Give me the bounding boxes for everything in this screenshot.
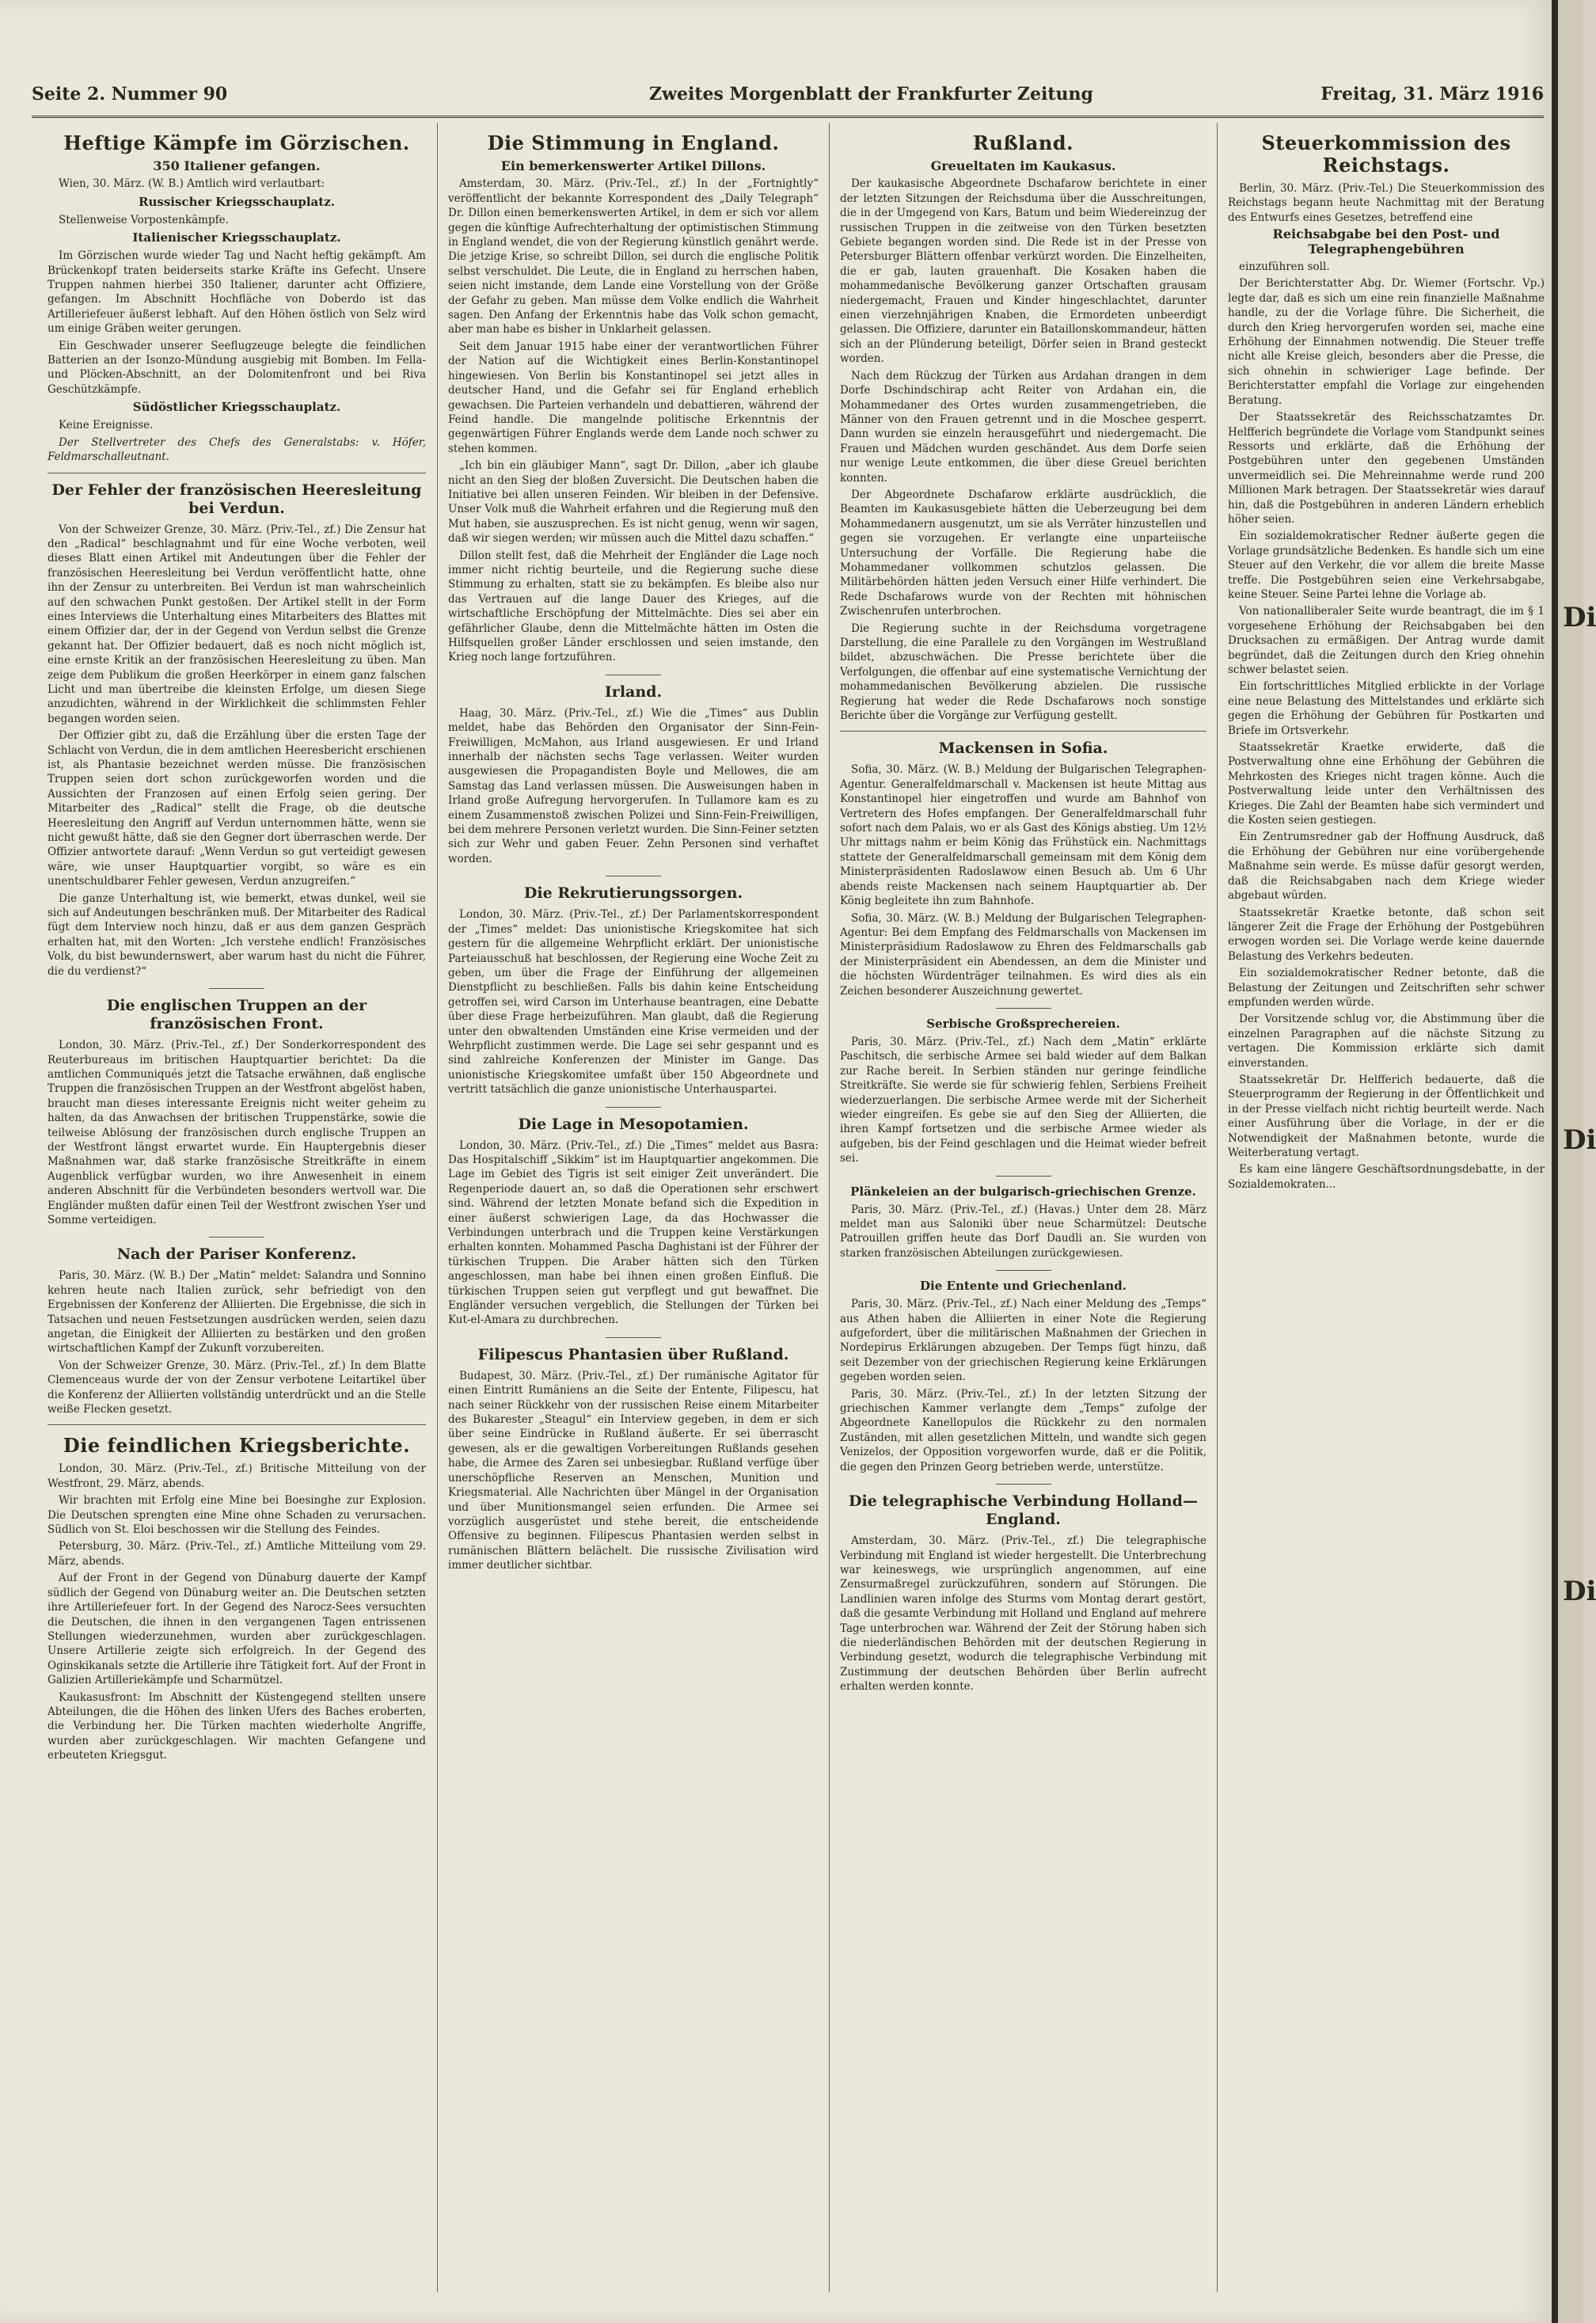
article-headline: Nach der Pariser Konferenz. — [116, 1245, 357, 1264]
article-headline: Die Stimmung in England. — [487, 131, 780, 154]
article-text: Es kam eine längere Geschäftsordnungsdebatte, in der Sozialdemokraten... — [1228, 1163, 1545, 1191]
article-text: Der Vorsitzende schlug vor, die Abstimmung über die einzelnen Paragraphen auf die nächste Sitzung zu vertagen. Die Kommission erklärte sich damit einverstanden. — [1228, 1013, 1545, 1070]
column-rule — [1217, 123, 1218, 2292]
article-text: einzuführen soll. — [1239, 260, 1330, 274]
article-text: Staatssekretär Dr. Helfferich bedauerte, daß die Steuerprogramm der Regierung in der Öffentlichkeit und in der Presse vielfach nicht richtig beurteilt werde. Nach einer Ausführung über die Vorlage, in der er die Notwendigkeit der Maßnahmen betonte, wurde die Weiterberatung vertagt. — [1228, 1073, 1545, 1159]
article-divider — [48, 1424, 426, 1425]
article-text: Paris, 30. März. (Priv.-Tel., zf.) Nach dem „Matin“ erklärte Paschitsch, die serbische Armee sei bald wieder auf dem Balkan zur Rache bereit. In Serbien ständen nur geringe feindliche Streitkräfte. Sie werde sie für schwierig fehlen, Serbiens Freiheit wiederzuerlangen. Die serbische Armee werde mit der Sicherheit wieder eingreifen. Es gebe sie auf den Sieg der Alliierten, die ihren Kampf fortsetzen und die serbische Armee wieder als aufgeben, bis der Feind geschlagen und die Heimat wieder befreit sei. — [840, 1035, 1206, 1165]
article-text: Staatssekretär Kraetke erwiderte, daß die Postverwaltung ohne eine Erhöhung der Gebühren die Mehrkosten des Krieges nicht tragen könne. Auch die Postverwaltung leide unter den Verhältnissen des Krieges. Die Zahl der Beamten habe sich vermindert und die Kosten seien gestiegen. — [1228, 741, 1545, 827]
article-headline: Mackensen in Sofia. — [938, 739, 1108, 758]
article-text: Sofia, 30. März. (W. B.) Meldung der Bulgarischen Telegraphen-Agentur. Generalfeldmarschall v. Mackensen ist heute Mittag aus Konstantinopel hier eingetroffen und wurde am Bahnhof von Vertretern des Hofes empfangen. Der Generalfeldmarschall fuhr sofort nach dem Palais, wo er als Gast des Königs abstieg. Um 12½ Uhr mittags nahm er beim König das Frühstück ein. Nachmittags stattete der Generalfeldmarschall gemeinsam mit dem König dem Ministerpräsidenten Radoslawow einen Besuch ab. Um 6 Uhr abends reiste Mackensen nach seinem Hauptquartier ab. Der König begleitete ihn zum Bahnhofe. — [840, 763, 1206, 908]
facing-page-fragment: Di — [1563, 602, 1596, 633]
article-headline: Die Rekrutierungssorgen. — [523, 884, 743, 903]
article-text: Nach dem Rückzug der Türken aus Ardahan drangen in dem Dorfe Dschindschirap acht Reiter von Ardahan ein, die Mohammedaner des Ortes wurden zusammengetrieben, die Männer von den Frauen getrennt und in die Moschee gesperrt. Dann wurden sie einzeln herausgeführt und niedergemacht. Die Frauen und Mädchen wurden geschändet. Aus dem Dorfe seien nur wenige Leute entkommen, die über diese Greuel berichten konnten. — [840, 369, 1206, 485]
facing-page-fragment: Di — [1563, 1576, 1596, 1607]
article-divider — [606, 1107, 661, 1108]
article-headline: Die englischen Truppen an der französischen Front. — [106, 997, 367, 1033]
article-divider — [606, 1337, 661, 1338]
article-text: Amsterdam, 30. März. (Priv.-Tel., zf.) In der „Fortnightly“ veröffentlicht der bekannte Korrespondent des „Daily Telegraph“ Dr. Dillon einen bemerkenswerten Artikel, in dem er sich vor allem gegen die künftige Aufrechterhaltung der optimistischen Stimmung in England wendet, die von der Regierung künstlich genährt werde. Die jetzige Krise, so schreibt Dillon, sei durch die englische Politik selbst verschuldet. Die Leute, die in England zu herrschen haben, seien nicht imstande, dem Lande eine Vorstellung von der Größe der Gefahr zu geben. Man müsse dem Volke endlich die Wahrheit sagen. Den Anfang der Erkenntnis habe das Volk schon gemacht, aber man habe es bisher in Unklarheit gelassen. — [448, 177, 819, 336]
article-text: Der Staatssekretär des Reichsschatzamtes Dr. Helfferich begründete die Vorlage vom Standpunkt seines Ressorts und erklärte, daß die Erhöhung der Postgebühren unter den gegebenen Umständen unvermeidlich sei. Die Mehreinnahme werde rund 200 Millionen Mark betragen. Der Staatssekretär wies darauf hin, daß die Postgebühren in anderen Ländern erheblich höher seien. — [1228, 411, 1545, 526]
article-text: Keine Ereignisse. — [59, 419, 154, 432]
article-divider — [996, 1008, 1051, 1009]
article-text: London, 30. März. (Priv.-Tel., zf.) Der Parlamentskorrespondent der „Times“ meldet: Das unionistische Kriegskomitee hat sich gestern für die allgemeine Wehrpflicht erklärt. Der unionistische Parteiausschuß hat beschlossen, der Regierung eine Woche Zeit zu geben, um über die Frage der Einführung der allgemeinen Dienstpflicht zu beschließen. Falls bis dahin keine Entscheidung getroffen sei, wird Carson im Unterhause beantragen, eine Debatte über diese Frage herbeizuführen. Man glaubt, daß die Regierung unter den obwaltenden Umständen eine Krise vermeiden und der Wehrpflicht zustimmen werde. Die Lage sei sehr gespannt und es sind zahlreiche Konferenzen der Minister im Gange. Das unionistische Kriegskomitee umfaßt über 150 Abgeordnete und vertritt tatsächlich die ganze unionistische Unterhauspartei. — [448, 908, 819, 1097]
issue-date: Freitag, 31. März 1916 — [1320, 84, 1544, 105]
article-headline: Die feindlichen Kriegsberichte. — [63, 1434, 411, 1458]
section-heading: Italienischer Kriegsschauplatz. — [132, 230, 341, 245]
article-text: Amsterdam, 30. März. (Priv.-Tel., zf.) Die telegraphische Verbindung mit England ist wieder hergestellt. Die Unterbrechung war keineswegs, wie ursprünglich angenommen, auf eine Zensurmaßregel zurückzuführen, sondern auf Störungen. Die Landlinien waren infolge des Sturms vom Montag derart gestört, daß die gesamte Verbindung mit Holland und England auf mehrere Tage unterbrochen war. Während der Zeit der Störung haben sich die niederländischen Behörden mit der deutschen Regierung in Verbindung gesetzt, wodurch die telegraphische Verbindung mit Zustimmung der deutschen Behörden über Berlin aufrecht erhalten werden konnte. — [840, 1534, 1206, 1694]
article-text: Der Abgeordnete Dschafarow erklärte ausdrücklich, die Beamten im Kaukasusgebiete hätten die Ueberzeugung bei dem Mohammedanern ausgenutzt, um sie als Verräter hinzustellen und gegen sie vorzugehen. Er verlangte eine unparteiische Untersuchung der Vorfälle. Die Regierung habe die Mohammedaner vollkommen schutzlos gelassen. Die Militärbehörden hätten jeden Versuch einer Hilfe verhindert. Die Rede Dschafarows wurde von der Rechten mit höhnischen Zwischenrufen unterbrochen. — [840, 488, 1206, 618]
article-text: Wien, 30. März. (W. B.) Amtlich wird verlautbart: — [59, 177, 325, 191]
facing-page-edge — [1552, 0, 1596, 2323]
article-text: Staatssekretär Kraetke betonte, daß schon seit längerer Zeit die Frage der Erhöhung der Postgebühren erwogen worden sei. Die Vorlage werde keine dauernde Belastung des Verkehrs bedeuten. — [1228, 906, 1545, 963]
article-text: Der kaukasische Abgeordnete Dschafarow berichtete in einer der letzten Sitzungen der Reichsduma über die Ausschreitungen, die in der Umgegend von Kars, Batum und beim Wiedereinzug der russischen Truppen in die zeitweise von den Türken besetzten Gebiete begangen worden sind. Die Rede ist in der Presse von Petersburger Blättern offenbar verkürzt worden. Die Einzelheiten, die er gab, lauten grauenhaft. Die Kosaken haben die mohammedanische Bevölkerung ganzer Ortschaften grausam niedergemacht, Frauen und Kinder hingeschlachtet, darunter einen vierzehnjährigen Knaben, die Ermordeten unbeerdigt gelassen. Die Offiziere, darunter ein Bataillonskommandeur, hätten sich an der Plünderung beteiligt, Dörfer seien in Brand gesteckt worden. — [840, 177, 1206, 366]
article-headline: Plänkeleien an der bulgarisch-griechischen Grenze. — [850, 1184, 1196, 1199]
article-text: Ein fortschrittliches Mitglied erblickte in der Vorlage eine neue Belastung des Mittelstandes und erklärte sich gegen die Erhöhung der Gebühren für Postkarten und Briefe im Ortsverkehr. — [1228, 680, 1545, 737]
column-3 — [840, 123, 1206, 2292]
article-headline: Heftige Kämpfe im Görzischen. — [63, 131, 410, 154]
article-text: Paris, 30. März. (Priv.-Tel., zf.) Nach einer Meldung des „Temps“ aus Athen haben die Alliierten in einer Note die Regierung aufgefordert, über die militärischen Maßnahmen der Griechen in Nordepirus Erklärungen abzugeben. Der Temps fügt hinzu, daß seit Dezember von der griechischen Regierung keine Erklärungen gegeben worden seien. — [840, 1298, 1206, 1384]
article-text: Seit dem Januar 1915 habe einer der verantwortlichen Führer der Nation auf die Wichtigkeit eines Berlin-Konstantinopel hingewiesen. Von Berlin bis Konstantinopel sei jetzt alles in deutscher Hand, und die Gefahr sei für England erheblich gewachsen. Die Parteien verhandeln und debattieren, während der Feind handle. Die mangelnde politische Erkenntnis der gegenwärtigen Führer Englands werde dem Lande noch schwer zu stehen kommen. — [448, 340, 819, 455]
facing-page-fragment: Di — [1563, 1124, 1596, 1156]
article-text: „Ich bin ein gläubiger Mann“, sagt Dr. Dillon, „aber ich glaube nicht an den Sieg der bloßen Zuversicht. Die Deutschen haben die Initiative bei allen unseren Feinden. Wir bleiben in der Defensive. Unser Volk muß die Wahrheit erfahren und die Regierung muß den Mut haben, sie auszusprechen. Es ist nicht genug, wenn wir sagen, daß wir siegen werden; wir müssen auch die Mittel dazu schaffen.“ — [448, 459, 819, 546]
column-rule — [829, 123, 830, 2292]
signature-line: Der Stellvertreter des Chefs des Generalstabs: v. Höfer, Feldmarschalleutnant. — [48, 435, 426, 464]
article-text: Der Offizier gibt zu, daß die Erzählung über die ersten Tage der Schlacht von Verdun, die in dem amtlichen Heeresbericht erschienen ist, als Phantasie bezeichnet werden müsse. Die französischen Truppen seien dort schon zurückgeworfen worden und die Aussichten der Franzosen auf einen Erfolg seien gering. Der Mitarbeiter des „Radical“ stellt die Frage, ob die deutsche Heeresleitung den Angriff auf Verdun unternommen hätte, wenn sie nicht gewußt hätte, daß sie den Gegner dort überraschen werde. Der Offizier antwortete darauf: „Wenn Verdun so gut verteidigt gewesen wäre, wie unser Hauptquartier vorgibt, so wäre es ein unentschuldbarer Fehler gewesen, Verdun anzugreifen.“ — [48, 729, 426, 888]
article-text: London, 30. März. (Priv.-Tel., zf.) Die „Times“ meldet aus Basra: Das Hospitalschiff „Sikkim“ ist im Hauptquartier angekommen. Die Lage im Gebiet des Tigris ist seit einiger Zeit unverändert. Die Regenperiode dauert an, so daß die Operationen sehr erschwert sind. Während der letzten Monate befand sich die Expedition in einer äußerst schwierigen Lage, da das Hochwasser die Verbindungen unterbrach und die Truppen keine Verstärkungen erhalten konnten. Mohammed Pascha Daghistani ist der Führer der türkischen Truppen. Die Araber hätten sich den Türken angeschlossen, man habe bei ihnen einen großen Einfluß. Die türkischen Truppen seien gut verpflegt und gut bewaffnet. Die Engländer versuchen vergeblich, die Stellungen der Türken bei Kut-el-Amara zu durchbrechen. — [448, 1139, 819, 1327]
article-text: Paris, 30. März. (Priv.-Tel., zf.) In der letzten Sitzung der griechischen Kammer verlangte dem „Temps“ zufolge der Abgeordnete Kanellopulos die Rückkehr zu den normalen Zuständen, mit allen gesetzlichen Mitteln, und wandte sich gegen Venizelos, der Opposition vorgeworfen wurde, daß er die Politik, die gegen den Prinzen Georg betrieben werde, unterstütze. — [840, 1387, 1206, 1473]
article-subheadline: 350 Italiener gefangen. — [153, 158, 321, 173]
article-headline: Filipescus Phantasien über Rußland. — [477, 1345, 789, 1363]
article-text: Paris, 30. März. (Priv.-Tel., zf.) (Havas.) Unter dem 28. März meldet man aus Saloniki über neue Scharmützel: Deutsche Patrouillen griffen heute das Dorf Daudli an. Sie wurden von starken französischen Abteilungen zurückgewiesen. — [840, 1203, 1206, 1260]
article-headline: Rußland. — [973, 131, 1074, 154]
article-text: Berlin, 30. März. (Priv.-Tel.) Die Steuerkommission des Reichstags begann heute Nachmittag mit der Beratung des Entwurfs eines Gesetzes, betreffend eine — [1228, 182, 1545, 224]
article-text: Von der Schweizer Grenze, 30. März. (Priv.-Tel., zf.) Die Zensur hat den „Radical“ beschlagnahmt und für eine Woche verboten, weil dieses Blatt einen Artikel mit Andeutungen über die Fehler der französischen Heeresleitung bei Verdun veröffentlicht hatte, ohne ihn der Zensur zu unterbreiten. Bei Verdun ist man wahrscheinlich auf den schwachen Punkt gestoßen. Der Artikel stellt in der Form eines Interviews die Unterhaltung eines Mitarbeiters des Blattes mit einem Offizier dar, der in der Gegend von Verdun selbst die Grenze gekannt hat. Der Offizier bedauert, daß es noch nicht möglich ist, eine ernste Kritik an der französischen Heeresleitung zu üben. Man zeige dem Publikum die großen Heerkörper in einem ganz falschen Licht und man übertreibe die kleinsten Erfolge, um diesen Siege anzudichten, während in der Wirklichkeit die schlimmsten Fehler begangen worden seien. — [48, 523, 426, 725]
article-text: Im Görzischen wurde wieder Tag und Nacht heftig gekämpft. Am Brückenkopf traten beiderseits starke Kräfte ins Gefecht. Unsere Truppen nahmen hierbei 350 Italiener, darunter acht Offiziere, gefangen. Im Abschnitt Hochfläche von Doberdo ist das Artilleriefeuer äußerst lebhaft. Auf den Höhen östlich von Selz wird um einige Gräben weiter gerungen. — [48, 249, 426, 336]
article-text: London, 30. März. (Priv.-Tel., zf.) Der Sonderkorrespondent des Reuterbureaus im britischen Hauptquartier berichtet: Da die amtlichen Communiqués jetzt die Tatsache erwähnen, daß englische Truppen die französischen Truppen an der Westfront abgelöst haben, braucht man dieses interessante Ereignis nicht weiter geheim zu halten, da das Anwachsen der britischen Truppenstärke, sowie die teilweise Ablösung der französischen durch englische Truppen an der Westfront längst erwartet wurde. Ein Hauptergebnis dieser Maßnahmen war, daß starke französische Streitkräfte in einem Augenblick verfügbar wurden, wo ihre Anwesenheit in einem anderen Abschnitt für die Verbündeten besonders wertvoll war. Die Engländer mußten dafür einen Teil der Westfront zwischen Yser und Somme verteidigen. — [48, 1039, 426, 1226]
article-divider — [996, 1270, 1051, 1271]
article-text: Haag, 30. März. (Priv.-Tel., zf.) Wie die „Times“ aus Dublin meldet, habe das Behörden den Organisator der Sinn-Fein-Freiwilligen, McMahon, aus Irland ausgewiesen. Er und Irland innerhalb der nächsten sechs Tage verlassen. Weiter wurden ausgewiesen die Propagandisten Boyle und Mellowes, die am Samstag das Land verlassen müssen. Die Ausweisungen haben in Irland große Aufregung hervorgerufen. In Tullamore kam es zu einem Zusammenstoß zwischen Polizei und Sinn-Fein-Freiwilligen, bei dem mehrere Personen verletzt wurden. Die Sinn-Feiner setzten sich zur Wehr und gaben Feuer. Zehn Personen sind verhaftet worden. — [448, 706, 819, 865]
article-divider — [840, 731, 1206, 732]
article-headline: Die telegraphische Verbindung Holland—England. — [849, 1492, 1198, 1529]
section-heading: Russischer Kriegsschauplatz. — [139, 194, 335, 209]
article-headline: Steuerkommission des Reichstags. — [1261, 131, 1511, 177]
column-rule — [437, 123, 438, 2292]
column-1 — [48, 123, 426, 2292]
article-text: Paris, 30. März. (W. B.) Der „Matin“ meldet: Salandra und Sonnino kehren heute nach Italien zurück, sehr befriedigt von den Ergebnissen der Konferenz der Alliierten. Die Ergebnisse, die sich in Tatsachen und neuen Festsetzungen ausdrücken werden, seien dazu angetan, die Einigkeit der Alliierten zu bestärken und den großen wirtschaftlichen Kampf der Zukunft vorzubereiten. — [48, 1269, 426, 1355]
article-headline: Die Lage in Mesopotamien. — [518, 1115, 749, 1133]
article-subheadline: Greueltaten im Kaukasus. — [930, 158, 1116, 173]
article-headline: Die Entente und Griechenland. — [920, 1279, 1127, 1294]
article-headline: Der Fehler der französischen Heeresleitung bei Verdun. — [51, 481, 422, 517]
article-text: Petersburg, 30. März. (Priv.-Tel., zf.) Amtliche Mitteilung vom 29. März, abends. — [48, 1540, 426, 1568]
article-text: Ein sozialdemokratischer Redner betonte, daß die Belastung der Zeitungen und Zeitschriften sehr schwer empfunden werden würde. — [1228, 967, 1545, 1009]
article-divider — [209, 988, 264, 989]
article-text: Die ganze Unterhaltung ist, wie bemerkt, etwas dunkel, weil sie sich auf Andeutungen beschränken muß. Der Mitarbeiter des Radical fügt dem Interview noch hinzu, daß er aus dem ganzen Gespräch erhalten hat, mit den Worten: „Ich verstehe endlich! Französisches Volk, du bist bewundernswert, aber warum hast du nicht die Führer, die du verdienst?“ — [48, 892, 426, 978]
article-text: Von nationalliberaler Seite wurde beantragt, die im § 1 vorgesehene Erhöhung der Reichsabgaben bei den Drucksachen zu ermäßigen. Der Antrag wurde damit begründet, daß die Zeitungen durch den Krieg ohnehin schwer belastet seien. — [1228, 605, 1545, 676]
article-divider — [209, 1237, 264, 1238]
masthead — [32, 84, 1544, 118]
article-text: Auf der Front in der Gegend von Dünaburg dauerte der Kampf südlich der Gegend von Dünaburg weiter an. Die Deutschen setzten ihre Artilleriefeuer fort. In der Gegend des Narocz-Sees versuchten die Deutschen, die ihnen in den vergangenen Tagen entrissenen Stellungen wiederzunehmen, wurden aber zurückgeschlagen. Unsere Artillerie zeigte sich erfolgreich. In der Gegend des Oginskikanals setzte die Artillerie ihre Tätigkeit fort. Auf der Front in Galizien Artilleriekämpfe und Scharmützel. — [48, 1572, 426, 1687]
article-divider — [996, 1176, 1051, 1177]
article-text: Sofia, 30. März. (W. B.) Meldung der Bulgarischen Telegraphen-Agentur: Bei dem Empfang des Feldmarschalls von Mackensen im Ministerpräsidium Radoslawow zu Ehren des Feldmarschalls gab der Ministerpräsident ein Abendessen, an dem die Minister und die höchsten Würdenträger teilnahmen. Es wird dies als ein Zeichen besonderer Auszeichnung gewertet. — [840, 911, 1206, 998]
article-subheadline: Reichsabgabe bei den Post- und Telegraphengebühren — [1272, 226, 1500, 257]
article-text: Wir brachten mit Erfolg eine Mine bei Boesinghe zur Explosion. Die Deutschen sprengten eine Mine ohne Schaden zu verursachen. Südlich von St. Eloi beschossen wir die Stellung des Feindes. — [48, 1494, 426, 1537]
article-text: Der Berichterstatter Abg. Dr. Wiemer (Fortschr. Vp.) legte dar, daß es sich um eine rein finanzielle Maßnahme handle, zu der die Vorlage führe. Die Sicherheit, die durch den Krieg hervorgerufen worden sei, mache eine Erhöhung der Einnahmen notwendig. Die Steuer treffe nicht alle Kreise gleich, besonders aber die Presse, die sich ohnehin in schwieriger Lage befinde. Der Berichterstatter empfahl die Vorlage zur eingehenden Beratung. — [1228, 277, 1545, 407]
column-2 — [448, 123, 819, 2292]
article-text: London, 30. März. (Priv.-Tel., zf.) Britische Mitteilung von der Westfront, 29. März, abends. — [48, 1462, 426, 1490]
article-text: Von der Schweizer Grenze, 30. März. (Priv.-Tel., zf.) In dem Blatte Clemenceaus wurde der von der Zensur verbotene Leitartikel über die Konferenz der Alliierten vollständig unterdrückt und an die Stelle weiße Flecken gesetzt. — [48, 1359, 426, 1416]
article-text: Ein Geschwader unserer Seeflugzeuge belegte die feindlichen Batterien an der Isonzo-Mündung ausgiebig mit Bomben. Im Fella- und Plöcken-Abschnitt, an der Dolomitenfront und bei Riva Geschützkämpfe. — [48, 339, 426, 396]
column-4 — [1228, 123, 1545, 2292]
article-headline: Irland. — [604, 682, 663, 701]
article-subheadline: Ein bemerkenswerter Artikel Dillons. — [500, 158, 766, 173]
section-heading: Südöstlicher Kriegsschauplatz. — [132, 400, 341, 415]
article-text: Die Regierung suchte in der Reichsduma vorgetragene Darstellung, die eine Parallele zu den Vorgängen im Westrußland bildet, abzuschwächen. Die Presse berichtete über die Verfolgungen, die offenbar auf eine systematische Vernichtung der mohammedanischen Bevölkerung abzielen. Die russische Regierung hat weder die Rede Dschafarows noch sonstige Berichte über die Vorgänge zur Verfügung gestellt. — [840, 622, 1206, 723]
article-divider — [996, 1484, 1051, 1485]
newspaper-title: Zweites Morgenblatt der Frankfurter Zeitung — [649, 84, 1093, 105]
article-text: Stellenweise Vorpostenkämpfe. — [59, 213, 229, 226]
article-text: Ein sozialdemokratischer Redner äußerte gegen die Vorlage grundsätzliche Bedenken. Es handle sich um eine Steuer auf den Verkehr, die vor allem die breite Masse treffe. Die Postgebühren seien eine Verkehrsabgabe, keine Steuer. Seine Partei lehne die Vorlage ab. — [1228, 530, 1545, 601]
article-text: Ein Zentrumsredner gab der Hoffnung Ausdruck, daß die Erhöhung der Gebühren nur eine vorübergehende Maßnahme sein werde. Es müsse dafür gesorgt werden, daß die Reichsabgaben nach dem Kriege wieder abgebaut würden. — [1228, 831, 1545, 903]
page-number: Seite 2. Nummer 90 — [32, 84, 228, 105]
article-headline: Serbische Großsprechereien. — [926, 1016, 1120, 1031]
article-text: Kaukasusfront: Im Abschnitt der Küstengegend stellten unsere Abteilungen, die die Höhen des linken Ufers des Baches eroberten, die Verbindung her. Die Türken machten wiederholte Angriffe, wurden aber zurückgeschlagen. Wir machten Gefangene und erbeuteten Kriegsgut. — [48, 1690, 426, 1762]
article-text: Budapest, 30. März. (Priv.-Tel., zf.) Der rumänische Agitator für einen Eintritt Rumäniens an die Seite der Entente, Filipescu, hat nach seiner Rückkehr von der russischen Reise einem Mitarbeiter des Bukarester „Steagul“ ein Interview gegeben, in dem er sich über seine Eindrücke in Rußland äußerte. Er sei überrascht gewesen, als er die gewaltigen Vorbereitungen Rußlands gesehen habe, die Armee des Zaren sei unbesiegbar. Rußland verfüge über unerschöpfliche Reserven an Menschen, Munition und Kriegsmaterial. Alle Nachrichten über Mängel in der Organisation und über Munitionsmangel seien erfunden. Die Armee sei vorzüglich ausgerüstet und stehe bereit, die entscheidende Offensive zu beginnen. Filipescus Phantasien werden selbst in rumänischen Blättern belächelt. Die russische Zivilisation wird immer deutlicher sichtbar. — [448, 1369, 819, 1572]
article-text: Dillon stellt fest, daß die Mehrheit der Engländer die Lage noch immer nicht richtig beurteile, und die Regierung suche diese Stimmung zu erhalten, statt sie zu bekämpfen. Es bleibe also nur das Vertrauen auf die lange Dauer des Krieges, auf die wirtschaftliche Erschöpfung der Mittelmächte. Dies sei aber ein gefährlicher Glaube, denn die Mittelmächte hätten im Osten die Hilfsquellen großer Länder erschlossen und seien imstande, den Krieg noch lange fortzuführen. — [448, 549, 819, 664]
